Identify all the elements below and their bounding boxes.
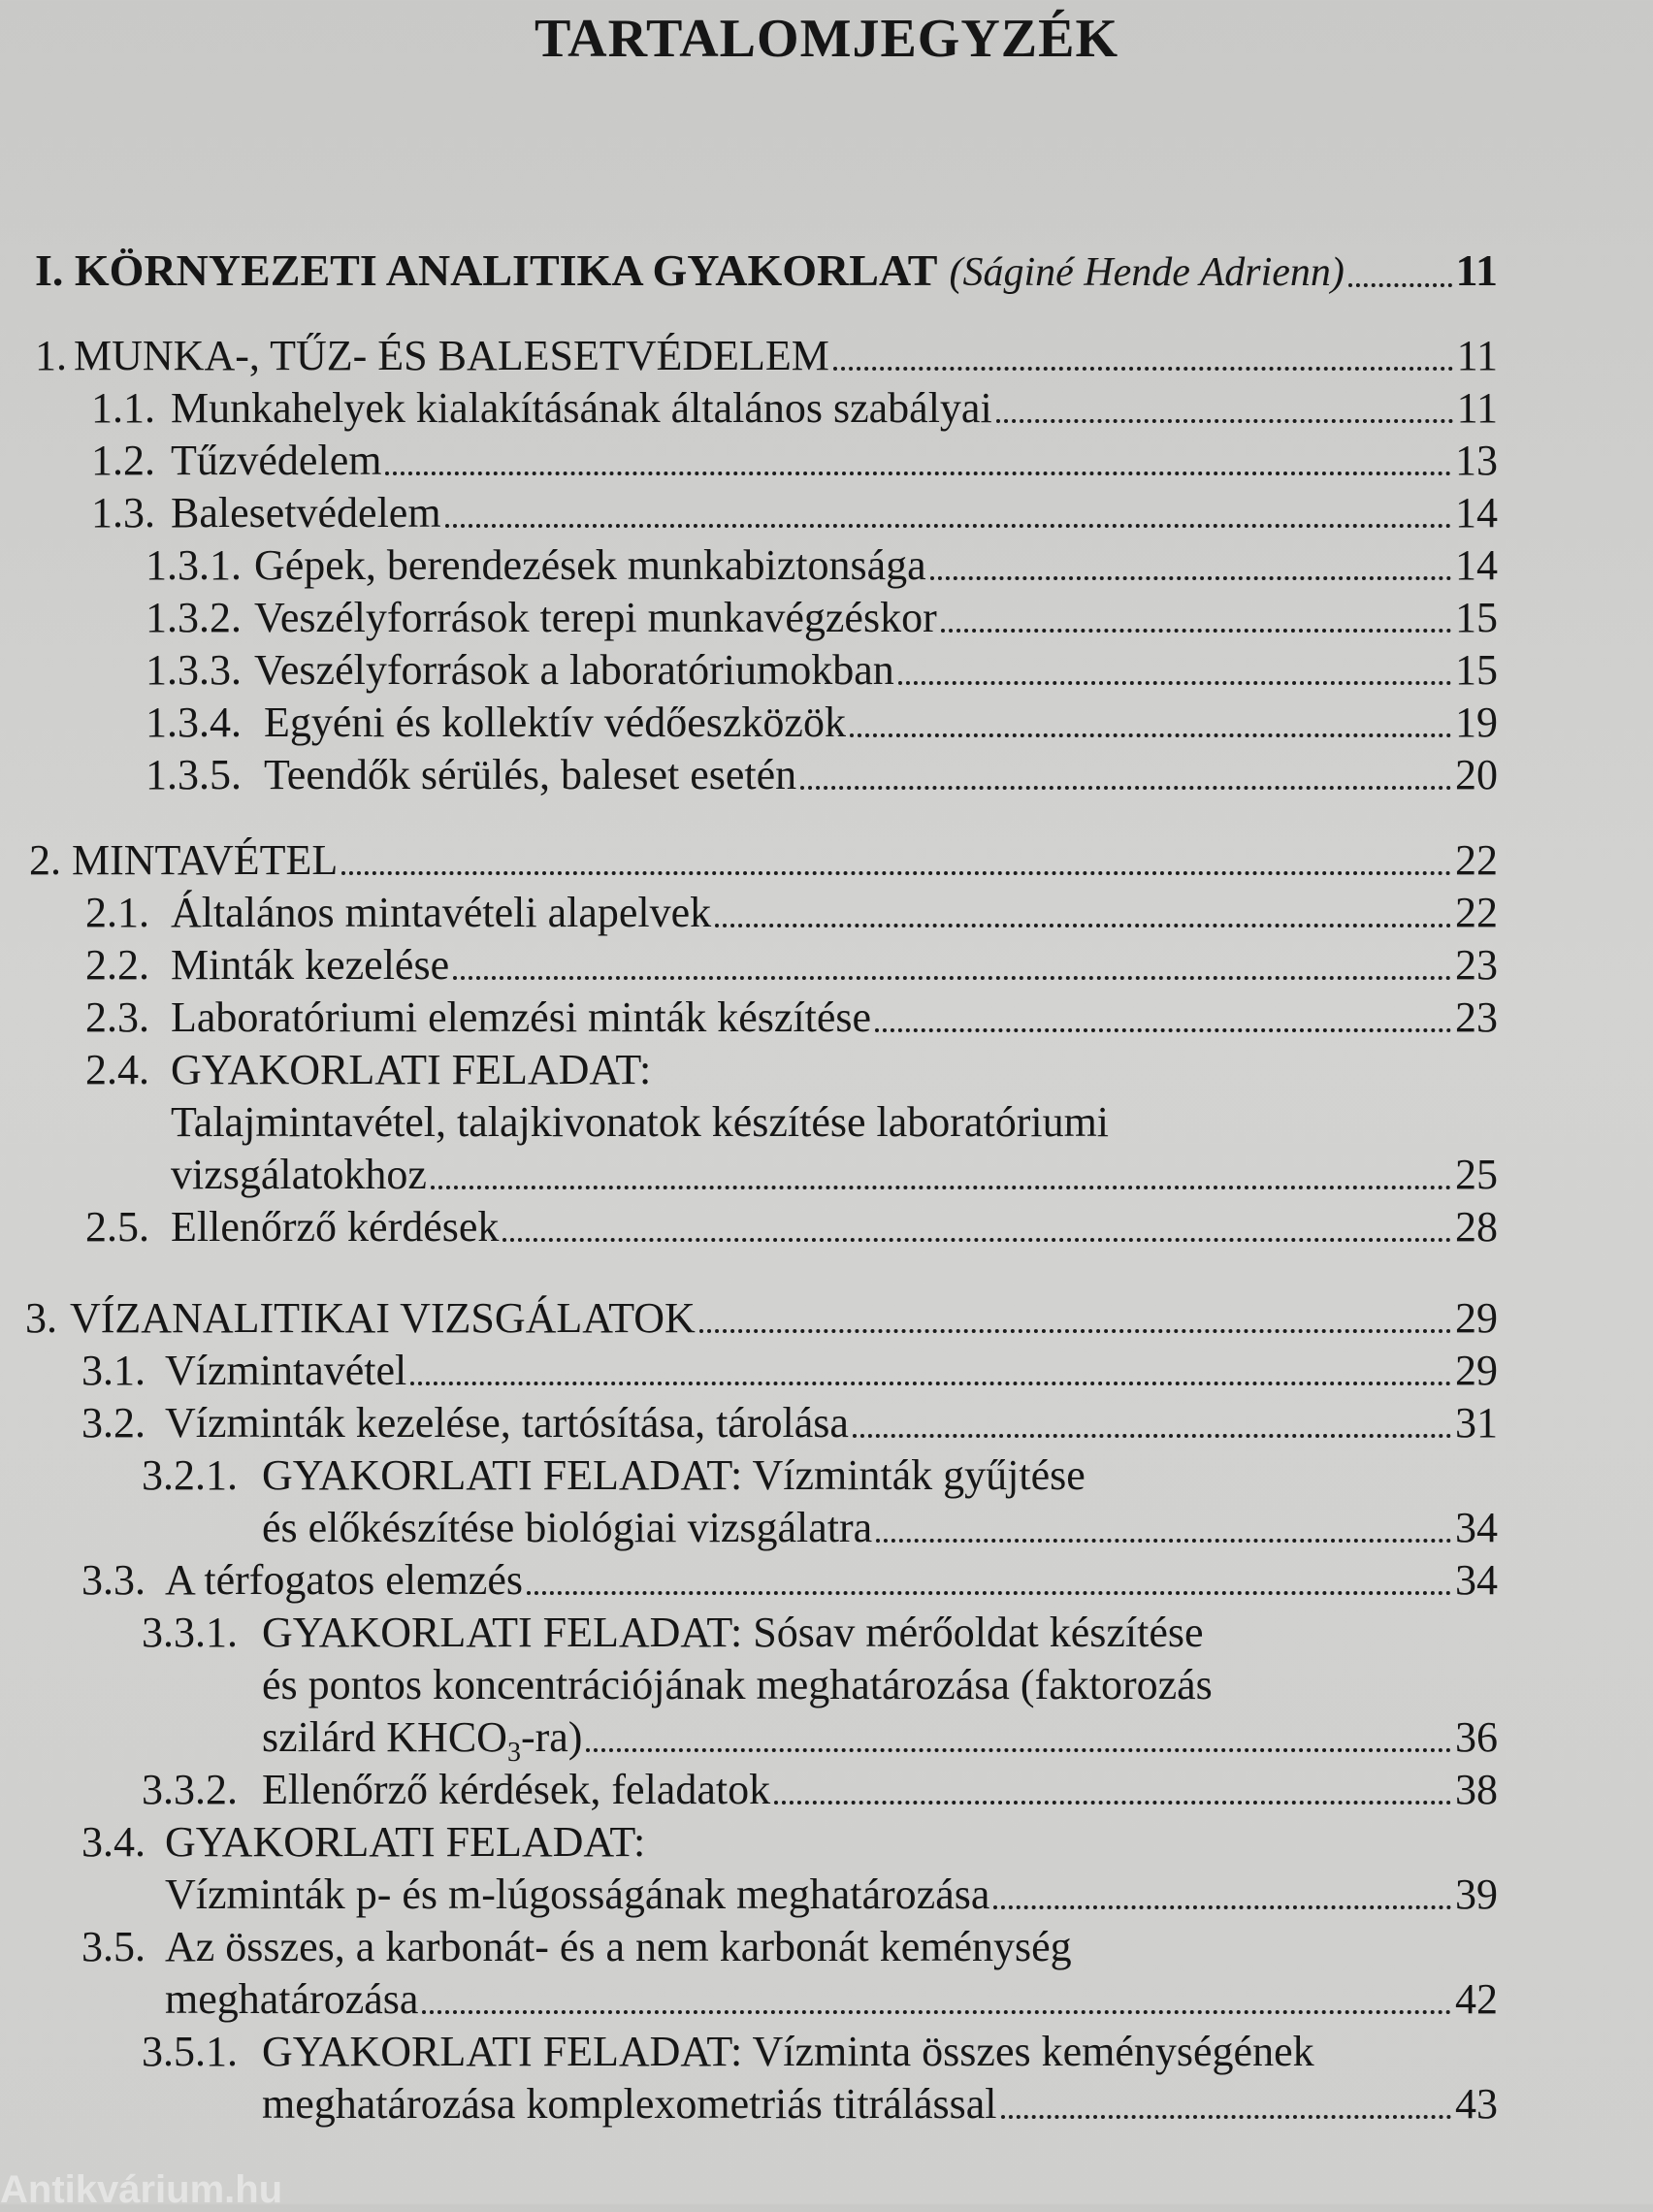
toc-entry[interactable] (146, 592, 1498, 644)
dot-leader (875, 1028, 1451, 1032)
page-number: 11 (1455, 245, 1498, 295)
page-number: 14 (1455, 489, 1498, 537)
section-title: GYAKORLATI FELADAT: Vízminták gyűjtése (262, 1451, 1086, 1499)
section-title: MUNKA-, TŰZ- ÉS BALESETVÉDELEM (74, 332, 829, 379)
section-title: GYAKORLATI FELADAT: (171, 1046, 652, 1093)
section-title-line2: és előkészítése biológiai vizsgálatra (262, 1504, 873, 1551)
section-title: Egyéni és kollektív védőeszközök (264, 699, 846, 746)
section-number: 2.1. (85, 889, 149, 936)
dot-leader (1348, 283, 1452, 287)
page-number: 31 (1455, 1399, 1498, 1447)
dot-leader (527, 1591, 1451, 1595)
toc-entry-continuation[interactable] (165, 1973, 1498, 2026)
dot-leader (1001, 2115, 1452, 2119)
section-number: 3.3.2. (142, 1766, 238, 1813)
dot-leader (502, 1238, 1451, 1242)
section-number: 1.2. (91, 437, 155, 484)
toc-entry[interactable] (85, 992, 1498, 1044)
dot-leader (853, 1434, 1451, 1438)
section-title: Ellenőrző kérdések (171, 1203, 500, 1251)
formula-text: szilárd KHCO (262, 1713, 507, 1761)
toc-entry-multiline[interactable] (142, 2026, 1314, 2078)
toc-entry[interactable] (81, 1397, 1498, 1449)
page-number: 28 (1455, 1203, 1498, 1251)
section-title: GYAKORLATI FELADAT: (165, 1818, 646, 1866)
dot-leader (445, 524, 1451, 528)
section-title: Munkahelyek kialakításának általános szabályai (171, 384, 992, 432)
formula-suffix: -ra) (520, 1713, 583, 1761)
section-title: Veszélyforrások terepi munkavégzéskor (254, 594, 937, 641)
toc-entry-multiline[interactable] (142, 1449, 1086, 1502)
dot-leader (941, 629, 1451, 633)
section-number: 3.3. (81, 1556, 146, 1604)
toc-entry[interactable] (142, 1764, 1498, 1816)
dot-leader (850, 733, 1451, 737)
section-title-line2: meghatározása komplexometriás titrálással (262, 2080, 997, 2128)
part-label: I. KÖRNYEZETI ANALITIKA GYAKORLAT (35, 245, 938, 295)
section-number: 2.5. (85, 1203, 149, 1251)
page-number: 36 (1455, 1713, 1498, 1761)
dot-leader (800, 786, 1451, 790)
dot-leader (833, 367, 1453, 371)
dot-leader (699, 1329, 1451, 1333)
page-number: 29 (1455, 1347, 1498, 1394)
toc-part-heading[interactable] (35, 244, 1498, 299)
section-number: 2.3. (85, 993, 149, 1041)
section-number: 2. (29, 836, 61, 884)
toc-entry-multiline[interactable] (81, 1921, 1072, 1973)
dot-leader (898, 681, 1451, 685)
section-number: 3.5.1. (142, 2028, 238, 2075)
dot-leader (586, 1748, 1451, 1752)
toc-entry-multiline[interactable] (81, 1816, 645, 1869)
toc-entry[interactable] (146, 539, 1498, 592)
dot-leader (422, 2010, 1451, 2014)
section-number: 2.4. (85, 1046, 149, 1093)
dot-leader (431, 1186, 1451, 1189)
section-title: Balesetvédelem (171, 489, 441, 537)
section-number: 2.2. (85, 941, 149, 989)
section-title: Laboratóriumi elemzési minták készítése (171, 993, 872, 1041)
page-title: TARTALOMJEGYZÉK (534, 9, 1119, 69)
page-number: 13 (1455, 437, 1498, 484)
part-author: (Ságiné Hende Adrienn) (949, 250, 1345, 295)
toc-entry[interactable] (25, 1292, 1498, 1345)
toc-entry[interactable] (85, 887, 1498, 939)
dot-leader (385, 472, 1451, 475)
section-title: Veszélyforrások a laboratóriumokban (254, 646, 894, 694)
section-title: Minták kezelése (171, 941, 450, 989)
section-title: Általános mintavételi alapelvek (171, 889, 712, 936)
page-number: 42 (1455, 1975, 1498, 2023)
section-title: Vízminták kezelése, tartósítása, tárolása (165, 1399, 849, 1447)
toc-entry-continuation[interactable] (262, 1711, 1498, 1768)
section-number: 3.3.1. (142, 1609, 238, 1656)
page-number: 11 (1456, 384, 1498, 432)
dot-leader (715, 924, 1451, 927)
dot-leader (996, 419, 1453, 423)
dot-leader (930, 576, 1451, 580)
toc-entry[interactable] (146, 697, 1498, 749)
section-number: 1. (35, 332, 67, 379)
section-number: 3.5. (81, 1923, 146, 1970)
toc-entry[interactable] (29, 834, 1498, 887)
section-number: 1.3.2. (146, 594, 242, 641)
page-number: 11 (1456, 332, 1498, 379)
page-number: 22 (1455, 836, 1498, 884)
section-number: 1.3.3. (146, 646, 242, 694)
page-number: 15 (1455, 594, 1498, 641)
page-number: 23 (1455, 993, 1498, 1041)
toc-entry[interactable] (146, 644, 1498, 697)
watermark: Antikvárium.hu (0, 2168, 283, 2211)
page-number: 25 (1455, 1151, 1498, 1198)
toc-entry-continuation[interactable] (165, 1869, 1498, 1921)
section-number: 3. (25, 1294, 57, 1342)
page-number: 34 (1455, 1556, 1498, 1604)
section-title-line2: meghatározása (165, 1975, 419, 2023)
page-number: 19 (1455, 699, 1498, 746)
toc-entry[interactable] (91, 382, 1498, 435)
toc-entry-continuation[interactable] (262, 2078, 1498, 2131)
toc-entry[interactable] (85, 1201, 1498, 1253)
section-title: VÍZANALITIKAI VIZSGÁLATOK (70, 1294, 696, 1342)
section-number: 1.1. (91, 384, 155, 432)
section-number: 1.3. (91, 489, 155, 537)
toc-entry-continuation[interactable] (262, 1502, 1498, 1554)
page-number: 34 (1455, 1504, 1498, 1551)
page-number: 23 (1455, 941, 1498, 989)
page-number: 22 (1455, 889, 1498, 936)
section-number: 3.4. (81, 1818, 146, 1866)
section-title: Tűzvédelem (171, 437, 382, 484)
dot-leader (410, 1382, 1451, 1385)
toc-entry[interactable] (35, 330, 1498, 382)
section-title-line2: Talajmintavétel, talajkivonatok készítése laboratóriumi (171, 1098, 1110, 1146)
toc-entry[interactable] (91, 487, 1498, 539)
dot-leader (341, 871, 1451, 875)
dot-leader (774, 1801, 1451, 1805)
section-title-line2: Vízminták p- és m-lúgosságának meghatározása (165, 1870, 990, 1918)
toc-entry-continuation[interactable] (171, 1149, 1498, 1201)
toc-entry-continuation (262, 1659, 1213, 1711)
toc-entry[interactable] (91, 435, 1498, 487)
toc-entry[interactable] (85, 939, 1498, 992)
section-number: 1.3.1. (146, 541, 242, 589)
section-title: A térfogatos elemzés (165, 1556, 523, 1604)
page-number: 39 (1455, 1870, 1498, 1918)
page-number: 14 (1455, 541, 1498, 589)
toc-entry[interactable] (146, 749, 1498, 801)
section-number: 3.1. (81, 1347, 146, 1394)
section-title: GYAKORLATI FELADAT: Vízminta összes keménységének (262, 2028, 1314, 2075)
section-number: 1.3.5. (146, 751, 242, 798)
toc-entry[interactable] (81, 1345, 1498, 1397)
toc-entry-multiline[interactable] (142, 1607, 1204, 1659)
dot-leader (453, 976, 1451, 980)
page-number: 43 (1455, 2080, 1498, 2128)
section-number: 3.2. (81, 1399, 146, 1447)
page-number: 29 (1455, 1294, 1498, 1342)
section-title: Ellenőrző kérdések, feladatok (262, 1766, 771, 1813)
dot-leader (876, 1539, 1451, 1543)
section-title-line2: és pontos koncentrációjának meghatározása (faktorozás (262, 1661, 1213, 1708)
formula-subscript: 3 (506, 1737, 521, 1768)
section-title: MINTAVÉTEL (72, 836, 339, 884)
section-number: 3.2.1. (142, 1451, 238, 1499)
section-title: Gépek, berendezések munkabiztonsága (254, 541, 926, 589)
section-title: Az összes, a karbonát- és a nem karbonát keménység (165, 1923, 1072, 1970)
section-title: GYAKORLATI FELADAT: Sósav mérőoldat készítése (262, 1609, 1204, 1656)
toc-entry[interactable] (81, 1554, 1498, 1607)
toc-entry-multiline[interactable] (85, 1044, 651, 1096)
toc-entry-continuation (171, 1096, 1109, 1149)
dot-leader (993, 1905, 1451, 1909)
page-number: 20 (1455, 751, 1498, 798)
section-number: 1.3.4. (146, 699, 242, 746)
page-number: 38 (1455, 1766, 1498, 1813)
section-title: Vízmintavétel (165, 1347, 407, 1394)
section-title-line3 (262, 1711, 583, 1768)
section-title: Teendők sérülés, baleset esetén (264, 751, 797, 798)
page-number: 15 (1455, 646, 1498, 694)
section-title-line3: vizsgálatokhoz (171, 1151, 427, 1198)
